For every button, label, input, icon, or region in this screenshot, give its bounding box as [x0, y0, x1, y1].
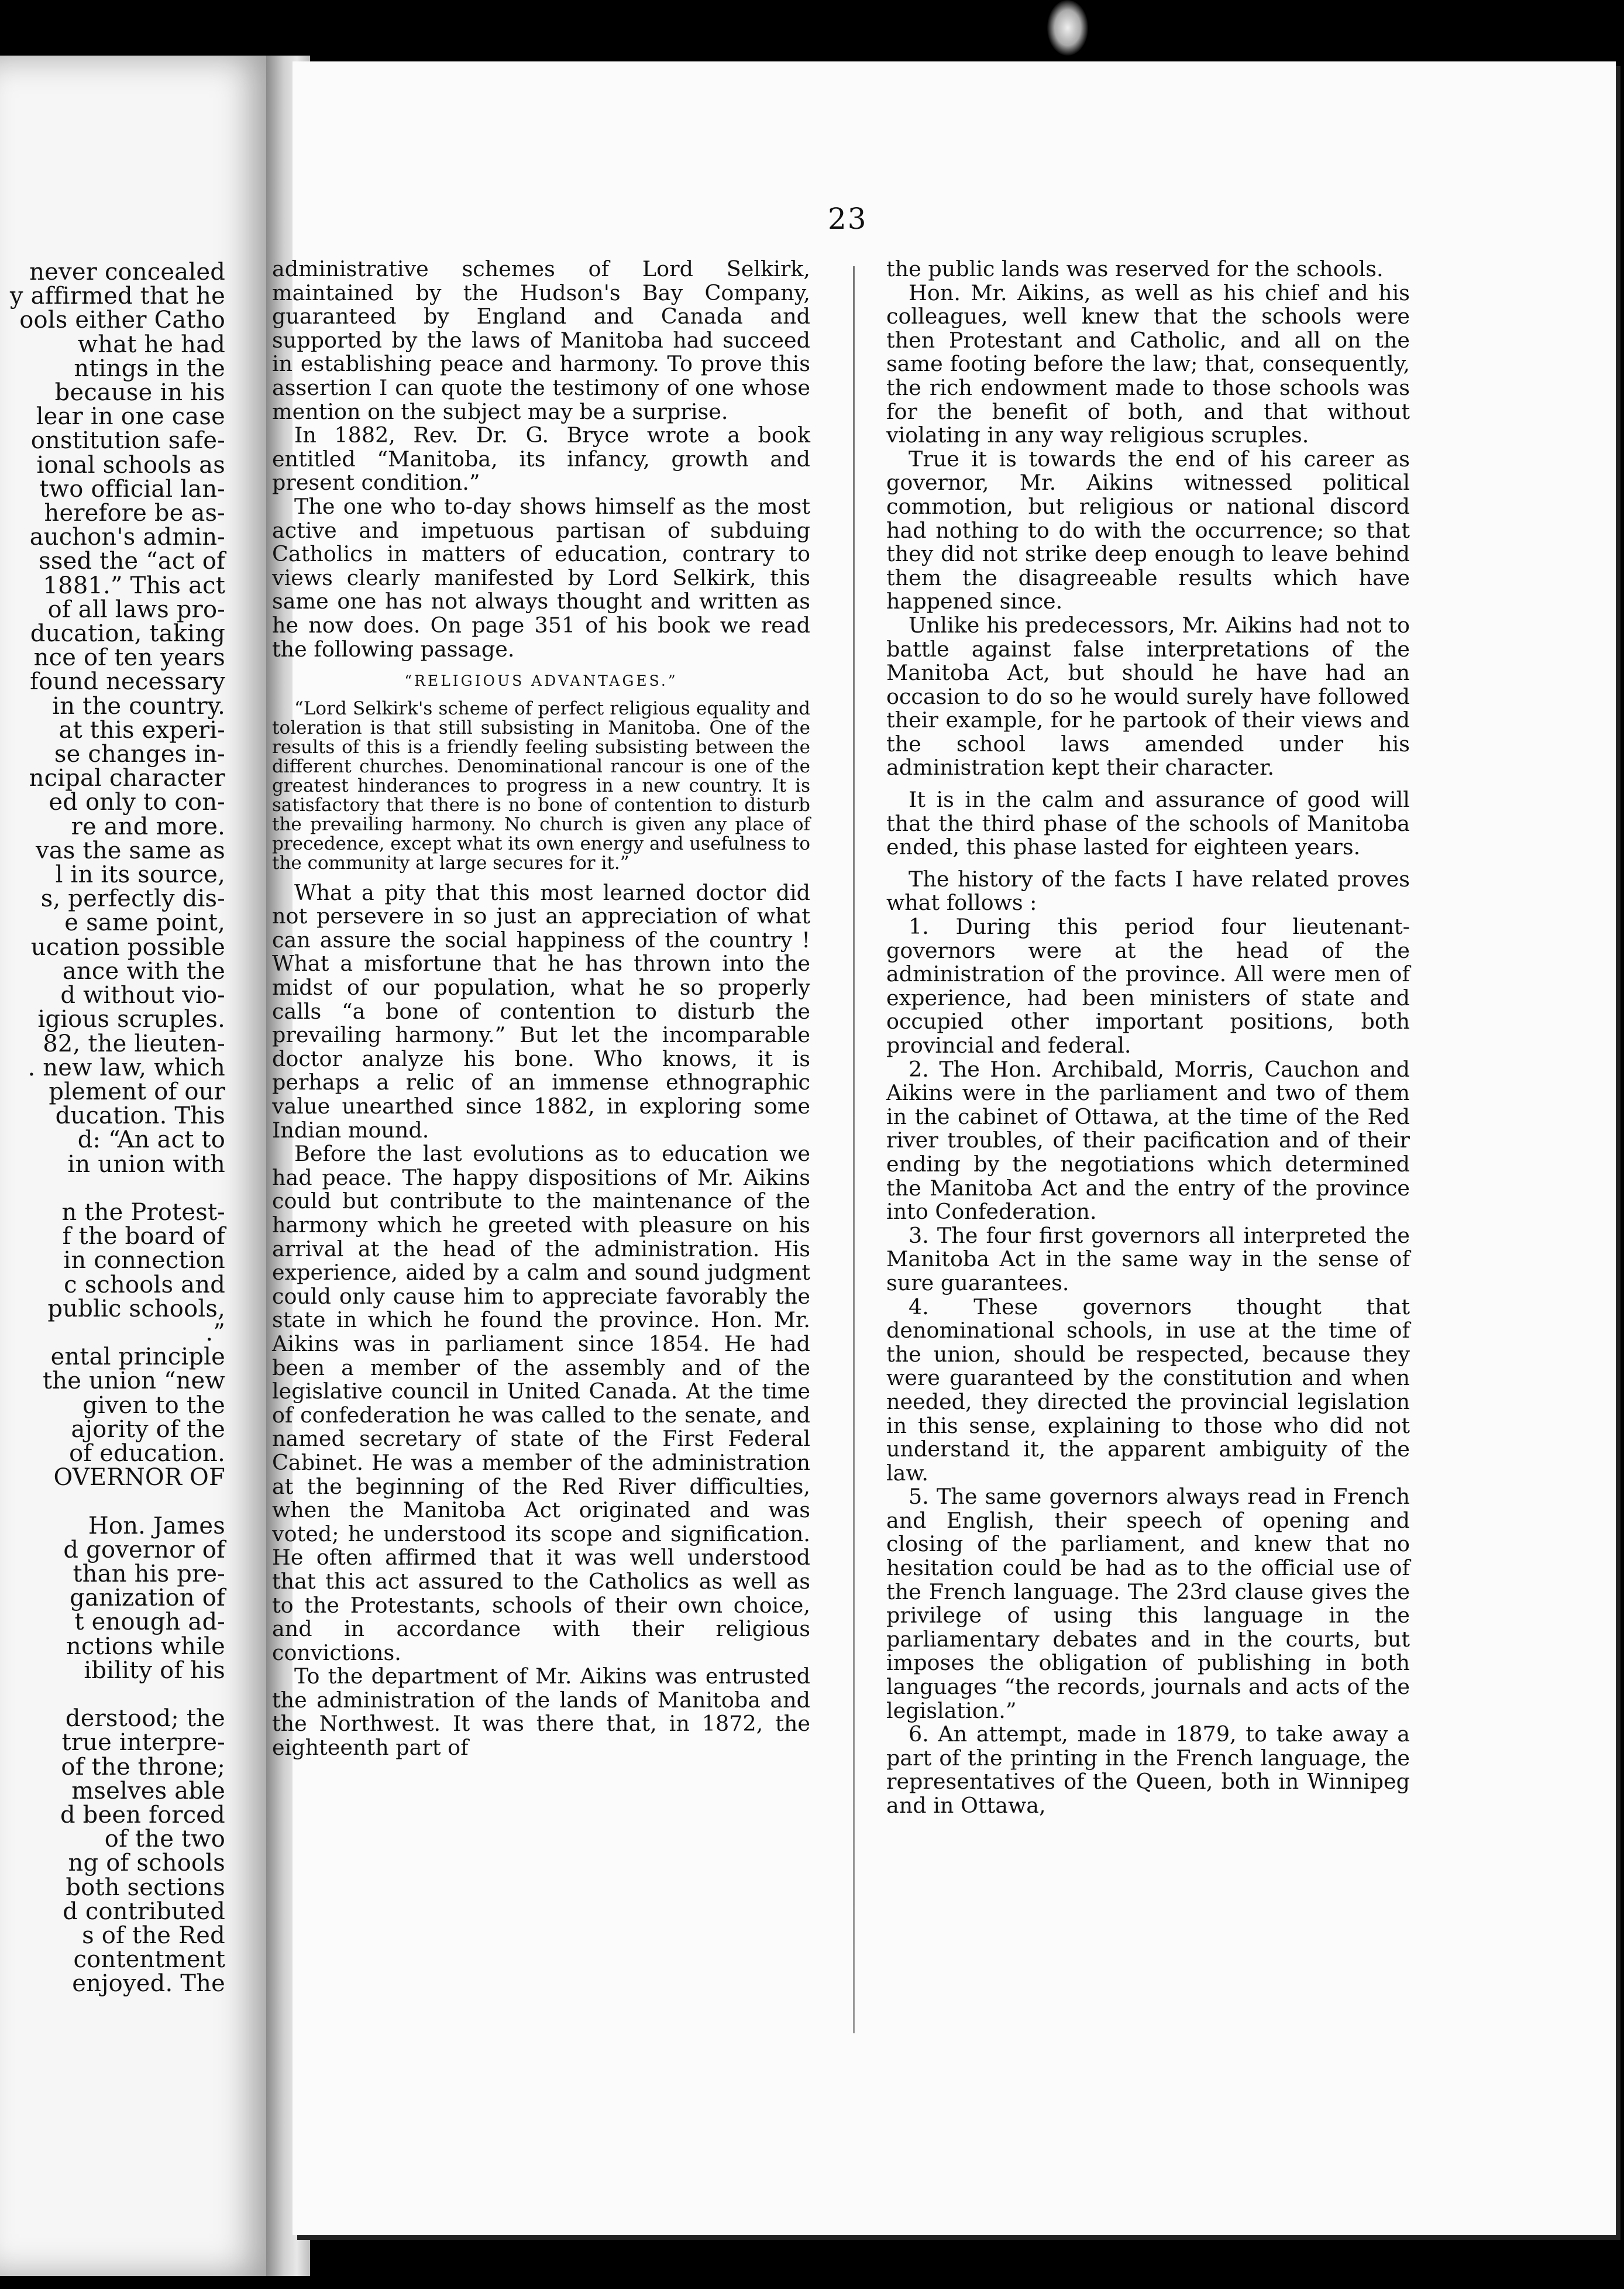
left-fragment-line: re and more.	[71, 813, 225, 840]
left-fragment-line: onstitution safe-	[30, 427, 225, 455]
left-fragment-line: lear in one case	[36, 403, 225, 431]
left-page	[0, 56, 275, 2276]
left-fragment-line: ganization of	[70, 1585, 225, 1612]
quote-heading: “RELIGIOUS ADVANTAGES.”	[404, 672, 678, 690]
left-fragment-line: ance with the	[62, 957, 225, 985]
left-fragment-line: of the two	[104, 1826, 225, 1853]
left-fragment-line: d governor of	[63, 1536, 225, 1563]
left-fragment-line: public schools,	[47, 1295, 225, 1322]
left-fragment-line: contentment	[73, 1946, 225, 1974]
column-right	[886, 257, 1410, 1818]
left-fragment-line: nctions while	[66, 1632, 225, 1660]
left-fragment-line: Hon. James	[88, 1512, 225, 1539]
left-fragment-line: ng of schools	[68, 1850, 225, 1877]
paragraph: True it is towards the end of his career as governor, Mr. Aikins witnessed political commotion, but religious or national discord had nothing to do with the occurrence; so that they did not strike deep enough to leave behind them the disagreeable results which have happened since.	[886, 446, 1410, 614]
left-fragment-line: ssed the “act of	[39, 548, 225, 575]
left-fragment-line: the union “new	[42, 1367, 225, 1395]
paragraph: Hon. Mr. Aikins, as well as his chief and his colleagues, well knew that the schools were then Protestant and Catholic, and all on the same footing before the law; that, consequently, the rich endowment made to those schools was for the benefit of both, and that without violating in any way religious scruples.	[886, 280, 1410, 448]
left-fragment-line: ools either Catho	[19, 307, 225, 334]
left-fragment-line: ducation. This	[55, 1102, 225, 1130]
left-fragment-line: d without vio-	[60, 982, 225, 1009]
left-fragment-line: c schools and	[64, 1271, 225, 1298]
left-fragment-line: 1881.” This act	[43, 572, 225, 599]
left-fragment-line: vas the same as	[36, 837, 225, 864]
left-fragment-line: 82, the lieuten-	[43, 1030, 225, 1057]
left-fragment-line: derstood; the	[65, 1705, 225, 1733]
left-fragment-line: n the Protest-	[61, 1198, 225, 1226]
scan-artifact	[1047, 0, 1088, 56]
numbered-point-5: 5. The same governors always read in French and English, their speech of opening and closing of the parliament, and knew that no hesitation could be had as to the official use of the French language. The 23rd clause gives the privilege of using this language in the parliamentary debates and in the courts, but imposes the obligation of publishing in both languages “the records, journals and acts of the legislation.”	[886, 1484, 1410, 1723]
left-fragment-line: herefore be as-	[44, 500, 225, 527]
column-rule	[853, 266, 855, 2033]
column-left	[272, 257, 810, 1760]
left-fragment-line: se changes in-	[54, 741, 225, 768]
paragraph: What a pity that this most learned doctor did not persevere in so just an appreciation of what can assure the social happiness of the country ! What a misfortune that he has thrown into the midst of our population, what he so properly calls “a bone of contention to disturb the prevailing harmony.” But let the incomparable doctor analyze his bone. Who knows, it is perhaps a relic of an immense ethnographic value unearthed since 1882, in exploring some Indian mound.	[272, 879, 810, 1143]
left-fragment-line: in the country.	[52, 692, 225, 720]
left-fragment-line: d been forced	[60, 1802, 225, 1829]
numbered-point-4: 4. These governors thought that denominational schools, in use at the time of the union, should be respected, because they were guaranteed by the constitution and when needed, they directed the provincial legislation in this sense, explaining to those who did not understand it, the apparent ambiguity of the law.	[886, 1294, 1410, 1486]
left-fragment-line: . new law, which	[27, 1054, 225, 1081]
numbered-point-1: 1. During this period four lieutenant-governors were at the head of the administration of the province. All were men of experience, had been ministers of state and occupied other important positions, both provincial and federal.	[886, 914, 1410, 1058]
left-fragment-line: found necessary	[30, 668, 225, 696]
left-fragment-line: enjoyed. The	[72, 1970, 225, 1998]
left-fragment-line: ntings in the	[74, 355, 225, 382]
left-fragment-line: nce of ten years	[33, 644, 225, 672]
left-fragment-line: ental principle	[50, 1343, 225, 1371]
left-page-text-fragment	[0, 260, 225, 1996]
paragraph: Unlike his predecessors, Mr. Aikins had not to battle against false interpretations of the Manitoba Act, but should he have had an occasion to do so he would surely have followed their example, for he partook of their views and the school laws amended under his administration kept their character.	[886, 612, 1410, 781]
left-fragment-line: f the board of	[62, 1223, 225, 1250]
left-fragment-line: in connection	[63, 1247, 225, 1274]
left-fragment-line: than his pre-	[73, 1560, 225, 1587]
left-fragment-line: ncipal character	[29, 765, 225, 792]
left-fragment-line: d: “An act to	[77, 1126, 225, 1154]
left-fragment-line: because in his	[54, 379, 225, 407]
left-fragment-line: both sections	[66, 1874, 225, 1901]
numbered-point-6: 6. An attempt, made in 1879, to take away a part of the printing in the French language, the representatives of the Queen, both in Winnipeg and in Ottawa,	[886, 1721, 1410, 1818]
paragraph: The one who to-day shows himself as the most active and impetuous partisan of subduing Catholics in matters of education, contrary to views clearly manifested by Lord Selkirk, this same one has not always thought and written as he now does. On page 351 of his book we read the following passage.	[272, 493, 810, 662]
left-fragment-line: mselves able	[71, 1777, 225, 1805]
paragraph: In 1882, Rev. Dr. G. Bryce wrote a book entitled “Manitoba, its infancy, growth and present condition.”	[272, 422, 810, 496]
left-fragment-line: l in its source,	[55, 861, 225, 889]
left-fragment-line	[0, 1177, 225, 1201]
left-fragment-line: given to the	[82, 1391, 225, 1419]
left-fragment-line: in union with	[67, 1150, 225, 1178]
left-fragment-line: ucation possible	[30, 933, 225, 961]
paragraph: the public lands was reserved for the schools.	[886, 256, 1384, 281]
left-fragment-line: ducation, taking	[30, 620, 225, 648]
left-fragment-line: two official lan-	[39, 475, 225, 503]
left-fragment-line: of all laws pro-	[47, 596, 225, 623]
paragraph: The history of the facts I have related proves what follows :	[886, 866, 1410, 916]
left-fragment-line	[0, 1490, 225, 1514]
left-fragment-line: s, perfectly dis-	[40, 885, 225, 913]
block-quote: “Lord Selkirk's scheme of perfect religious equality and toleration is that still subsisting in Manitoba. One of the results of this is a friendly feeling subsisting between the different churches. Denominational rancour is one of the greatest hinderances to progress in a new country. It is satisfactory that there is no bone of contention to disturb the prevailing harmony. No church is given any place of precedence, except what its own energy and usefulness to the community at large secures for it.”	[272, 697, 810, 874]
left-fragment-line: ajority of the	[71, 1415, 225, 1443]
left-fragment-line: t enough ad-	[74, 1609, 225, 1636]
left-fragment-line: what he had	[77, 331, 225, 358]
numbered-point-2: 2. The Hon. Archibald, Morris, Cauchon and Aikins were in the parliament and two of them in the cabinet of Ottawa, at the time of the Red river troubles, of their pacification and of their ending by the negotiations which determined the Manitoba Act and the entry of the province into Confederation.	[886, 1056, 1410, 1225]
page-number: 23	[828, 202, 868, 236]
left-fragment-line: never concealed	[29, 259, 225, 286]
left-fragment-line	[0, 1683, 225, 1707]
left-fragment-line: auchon's admin-	[29, 524, 225, 551]
left-fragment-line: d contributed	[63, 1898, 225, 1925]
left-fragment-line: at this experi-	[59, 716, 225, 744]
left-fragment-line: ibility of his	[84, 1656, 225, 1684]
left-fragment-line: e same point,	[64, 909, 225, 937]
left-fragment-line: ional schools as	[36, 451, 225, 479]
left-fragment-line: true interpre-	[61, 1729, 225, 1757]
left-fragment-line: OVERNOR OF	[53, 1464, 225, 1491]
paragraph: To the department of Mr. Aikins was entrusted the administration of the lands of Manitoba and the Northwest. It was there that, in 1872, the eighteenth part of	[272, 1664, 810, 1761]
left-fragment-line: of the throne;	[61, 1753, 225, 1781]
left-fragment-line: of education.	[69, 1439, 225, 1467]
left-fragment-line: y affirmed that he	[9, 283, 225, 310]
paragraph: administrative schemes of Lord Selkirk, maintained by the Hudson's Bay Company, guaranteed by England and Canada and supported by the laws of Manitoba had succeed in establishing peace and harmony. To prove this assertion I can quote the testimony of one whose mention on the subject may be a surprise.	[272, 256, 810, 424]
paragraph: Before the last evolutions as to education we had peace. The happy dispositions of Mr. Aikins could but contribute to the maintenance of the harmony which he greeted with pleasure on his arrival at the head of the administration. His experience, aided by a calm and sound judgment could only cause him to appreciate favorably the state in which he found the province. Hon. Mr. Aikins was in parliament since 1854. He had been a member of the assembly and of the legislative council in United Canada. At the time of confederation he was called to the senate, and named secretary of state of the First Federal Cabinet. He was a member of the administration at the beginning of the Red River difficulties, when the Manitoba Act originated and was voted; he understood its scope and signification. He often affirmed that it was well understood that this act assured to the Catholics as well as to the Protestants, schools of their own choice, and in accordance with their religious convictions.	[272, 1141, 810, 1665]
left-fragment-line: ed only to con-	[49, 789, 225, 816]
left-fragment-line: .”	[205, 1319, 225, 1346]
paragraph: It is in the calm and assurance of good will that the third phase of the schools of Manitoba ended, this phase lasted for eighteen years.	[886, 787, 1410, 860]
left-fragment-line: s of the Red	[82, 1922, 225, 1950]
numbered-point-3: 3. The four first governors all interpreted the Manitoba Act in the same way in the sense of sure guarantees.	[886, 1222, 1410, 1295]
left-fragment-line: igious scruples.	[37, 1006, 225, 1033]
left-fragment-line: plement of our	[49, 1078, 225, 1105]
